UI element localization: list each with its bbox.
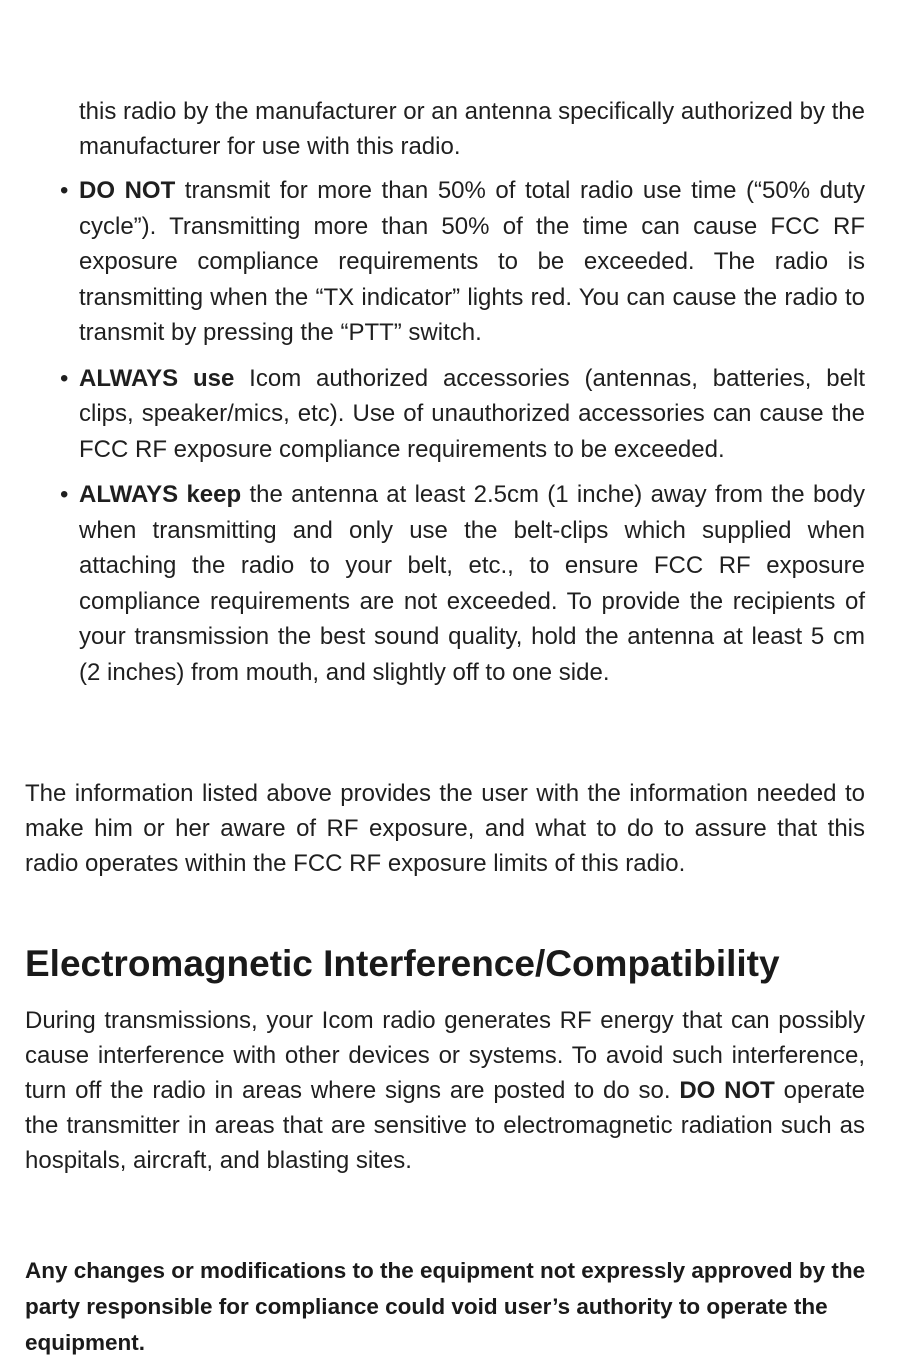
section-heading: Electromagnetic Interference/Compatibility xyxy=(25,943,780,984)
bullet-always-use xyxy=(60,361,865,468)
fcc-modification-notice: Any changes or modifications to the equipment not expressly approved by the party responsible for compliance could void user’s authority to operate the equipment. xyxy=(25,1258,866,1355)
bullet-text: Icom authorized accessories (antennas, batteries, belt clips, speaker/mics, etc). Use of unauthorized accessories can cause the FCC RF exposure compliance requirements to be exceeded. xyxy=(79,364,865,463)
continuation-text: this radio by the manufacturer or an antenna specifically authorized by the manufacturer for use with this radio. xyxy=(79,98,865,160)
bullet-do-not-transmit xyxy=(60,173,865,351)
bullet-emphasis: DO NOT xyxy=(79,177,176,204)
bullet-marker: • xyxy=(60,177,69,204)
bullet-marker: • xyxy=(60,481,69,508)
bullet-marker: • xyxy=(60,364,69,392)
bullet-emphasis: ALWAYS keep xyxy=(79,481,242,508)
emi-paragraph xyxy=(25,1003,865,1178)
bullet-always-keep xyxy=(60,477,865,690)
emi-text-after: operate the transmitter in areas that are sensitive to electromagnetic radiation such as hospitals, aircraft, and blasting sites. xyxy=(25,1077,865,1174)
bullet-emphasis: ALWAYS use xyxy=(79,364,235,392)
bullet-text: transmit for more than 50% of total radio use time (“50% duty cycle”). Transmitting more than 50% of the time can cause FCC RF exposure compliance requirements to be exceeded. The radio is transmitting when the “TX indicator” lights red. You can cause the radio to transmit by pressing the “PTT” switch. xyxy=(79,177,865,346)
bullet-text: the antenna at least 2.5cm (1 inche) away from the body when transmitting and only use the belt-clips which supplied when attaching the radio to your belt, etc., to ensure FCC RF exposure compliance requirements are not exceeded. To provide the recipients of your transmission the best sound quality, hold the antenna at least 5 cm (2 inches) from mouth, and slightly off to one side. xyxy=(79,481,866,686)
emi-text-before: During transmissions, your Icom radio generates RF energy that can possibly cause interference with other devices or systems. To avoid such interference, turn off the radio in areas where signs are posted to do so. xyxy=(25,1007,865,1104)
emi-emphasis: DO NOT xyxy=(679,1077,775,1104)
rf-safety-bullet-list xyxy=(60,173,865,700)
rf-summary-paragraph: The information listed above provides the user with the information needed to make him or her aware of RF exposure, and what to do to assure that this radio operates within the FCC RF exposure limits of this radio. xyxy=(25,780,865,877)
